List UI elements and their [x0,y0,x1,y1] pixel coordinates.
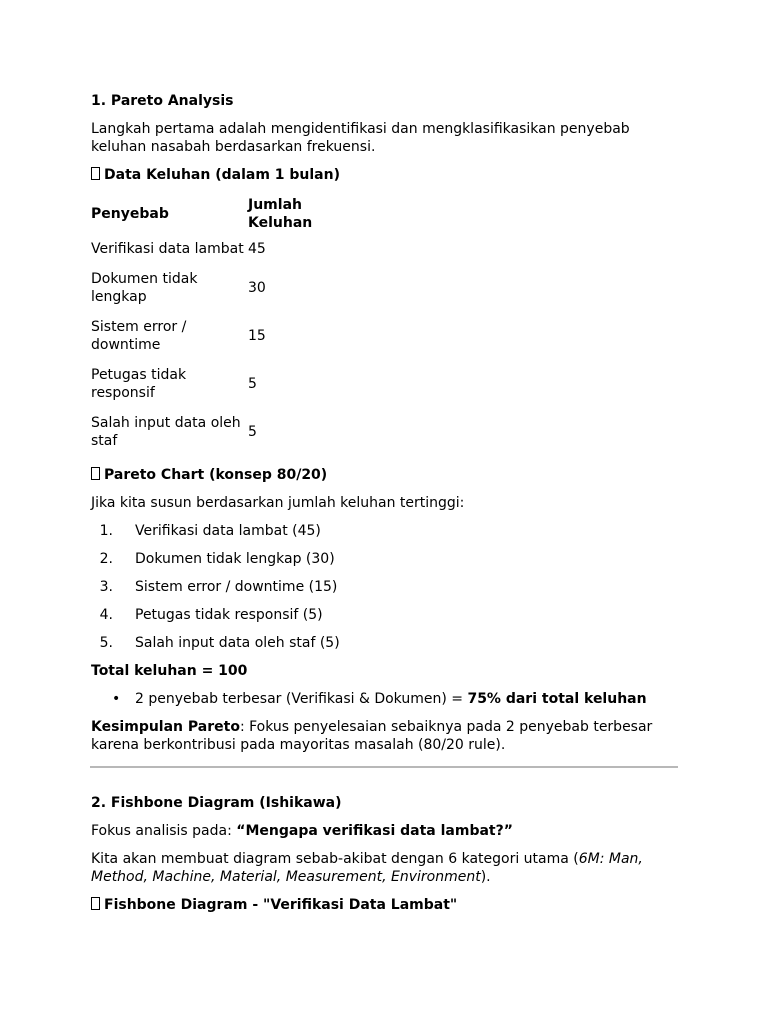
header-count: Jumlah Keluhan [248,197,313,231]
list-item [91,578,679,596]
table-row [90,360,328,408]
cell-cause: Dokumen tidak lengkap [91,271,198,305]
cell-cause: Sistem error / downtime [91,319,187,353]
section-divider [90,766,678,768]
list-item-number: 1. [99,523,113,539]
cell-count: 5 [248,376,257,392]
fishbone-diagram-title-text: Fishbone Diagram - "Verifikasi Data Lambat" [104,897,458,913]
section1-heading: 1. Pareto Analysis [91,93,234,109]
cell-count: 15 [248,328,266,344]
description-prefix: Kita akan membuat diagram sebab-akibat dengan 6 kategori utama ( [91,851,579,867]
description-suffix: ). [480,869,491,885]
cell-cause: Petugas tidak responsif [91,367,187,401]
cell-count: 45 [248,241,266,257]
list-item-text: Sistem error / downtime (15) [135,579,338,595]
list-item [91,550,679,568]
section2-heading: 2. Fishbone Diagram (Ishikawa) [91,795,342,811]
complaints-table [90,194,328,456]
focus-prefix: Fokus analisis pada: [91,823,237,839]
section1-intro: Langkah pertama adalah mengidentifikasi dan mengklasifikasikan penyebab keluhan nasabah berdasarkan frekuensi. [91,121,630,155]
cell-cause: Verifikasi data lambat [91,241,244,257]
list-item-text: Salah input data oleh staf (5) [135,635,340,651]
sorted-intro: Jika kita susun berdasarkan jumlah keluhan tertinggi: [91,495,465,511]
cell-cause: Salah input data oleh staf [91,415,241,449]
list-item-text: Petugas tidak responsif (5) [135,607,323,623]
bullet-text: 2 penyebab terbesar (Verifikasi & Dokumen) = [135,691,468,707]
bullet-marker: • [112,691,121,707]
focus-question: “Mengapa verifikasi data lambat?” [236,823,513,839]
list-item-number: 2. [99,551,113,567]
list-item [91,606,679,624]
missing-glyph-icon [91,467,100,480]
pareto-conclusion [91,718,679,754]
list-item-number: 3. [99,579,113,595]
total-complaints: Total keluhan = 100 [91,663,248,679]
list-item [91,522,679,540]
list-item [91,634,679,652]
analysis-focus [91,822,679,840]
document-content [91,92,679,914]
table-row [90,312,328,360]
missing-glyph-icon [91,167,100,180]
conclusion-label: Kesimpulan Pareto [91,719,240,735]
table-row [90,408,328,456]
fishbone-description [91,850,679,886]
table-title-text: Data Keluhan (dalam 1 bulan) [104,167,340,183]
bullet-item [91,690,679,708]
list-item-number: 5. [99,635,113,651]
sorted-causes-list [91,522,679,652]
list-item-number: 4. [99,607,113,623]
header-cause: Penyebab [91,206,169,222]
fishbone-diagram-title [91,896,679,914]
table-row [90,234,328,264]
conclusion-text: : Fokus penyelesaian sebaiknya pada 2 penyebab terbesar karena berkontribusi pada mayoritas masalah (80/20 rule). [91,719,653,753]
bullet-emphasis: 75% dari total keluhan [467,691,647,707]
summary-bullets [91,690,679,708]
table-row [90,264,328,312]
description-categories: 6M: Man, Method, Machine, Material, Measurement, Environment [91,851,643,885]
list-item-text: Verifikasi data lambat (45) [135,523,321,539]
table-title [91,166,679,184]
missing-glyph-icon [91,897,100,910]
cell-count: 5 [248,424,257,440]
cell-count: 30 [248,280,266,296]
pareto-chart-title [91,466,679,484]
list-item-text: Dokumen tidak lengkap (30) [135,551,335,567]
table-header-row [90,194,328,234]
pareto-chart-title-text: Pareto Chart (konsep 80/20) [104,467,328,483]
